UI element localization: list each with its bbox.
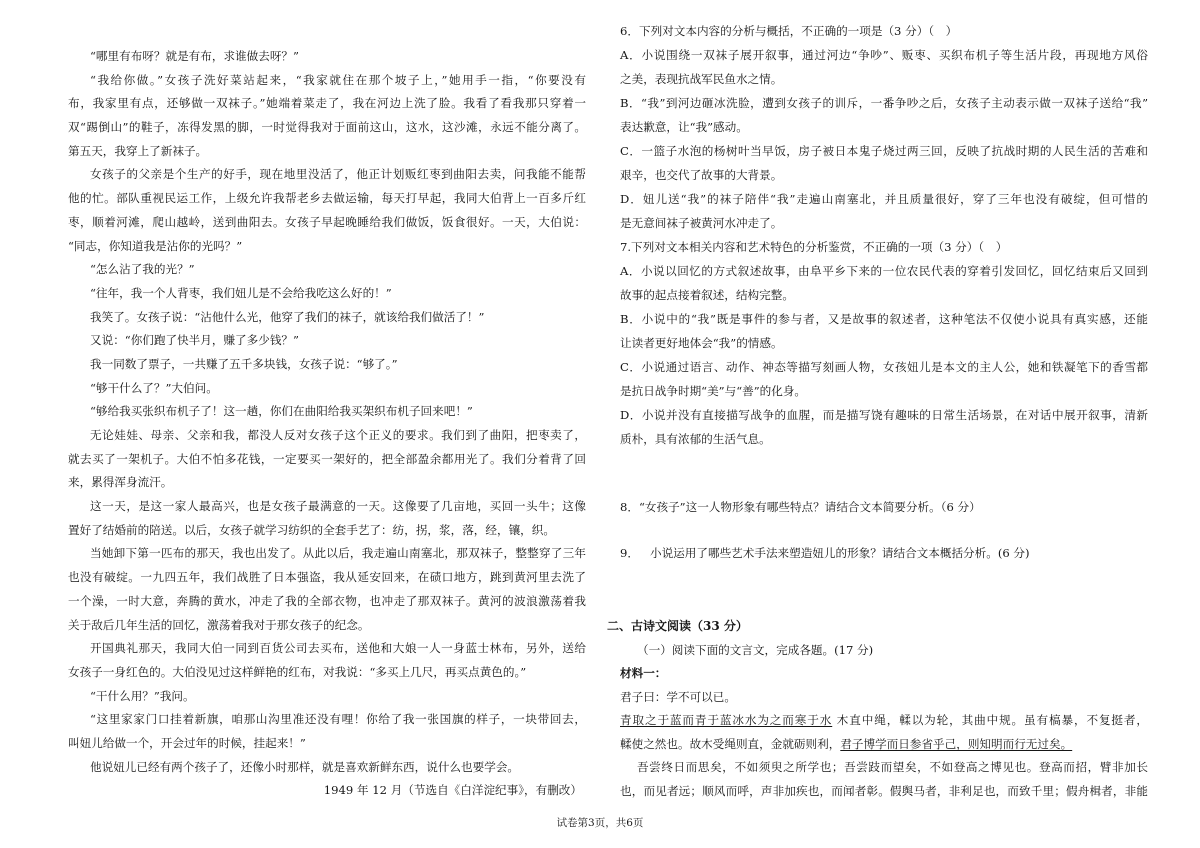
passage-paragraph — [68, 495, 586, 542]
section-heading: 二、古诗文阅读（33 分） — [607, 619, 748, 633]
passage-line: 女孩子的父亲是个生产的好手，现在地里没活了，他正计划贩红枣到曲阳去卖，问我能不能帮 — [90, 167, 586, 182]
passage-paragraph — [68, 708, 586, 755]
passage-line: 关于敌后几年生活的回忆，激荡着我对于那女孩子的纪念。 — [68, 617, 370, 632]
passage-line: 无论娃娃、母亲、父亲和我，都没人反对女孩子这个正义的要求。我们到了曲阳，把枣卖了， — [90, 428, 586, 442]
passage-column — [68, 45, 586, 803]
passage-line: 我笑了。女孩子说：“沾他什么光，他穿了我们的袜子，就该给我们做活了！” — [90, 309, 485, 324]
passage-paragraph — [68, 69, 586, 164]
option-7d — [620, 403, 1148, 451]
passage-line: 我一同数了票子，一共赚了五千多块钱，女孩子说：“够了。” — [90, 356, 398, 371]
option-line: 是无意间袜子被黄河水冲走了。 — [620, 216, 783, 230]
passage-paragraph — [68, 329, 586, 353]
option-line: B．小说中的“我”既是事件的参与者，又是故事的叙述者，这种笔法不仅使小说具有真实感，还能 — [620, 312, 1148, 326]
passage-line: 开国典礼那天，我同大伯一同到百货公司去买布，送他和大娘一人一身蓝士林布，另外，送给 — [90, 641, 586, 656]
passage-line: 这一天，是这一家人最高兴，也是女孩子最满意的一天。这像要了几亩地，买回一头牛；这像 — [90, 499, 586, 514]
multiple-choice-questions — [620, 19, 1148, 451]
option-line: A．小说以回忆的方式叙述故事，由阜平乡下来的一位农民代表的穿着引发回忆，回忆结束后又回到 — [620, 264, 1148, 278]
passage-line: 双“踢倒山”的鞋子，冻得发黑的脚，一时觉得我对于面前这山，这水，这沙滩，永远不能分离了。 — [68, 120, 586, 135]
material-line: 君子曰：学不可以已。 — [620, 689, 736, 704]
passage-paragraph — [68, 424, 586, 495]
option-6c — [620, 139, 1148, 187]
passage-paragraph — [68, 756, 586, 780]
material-line: 也，而见者远；顺风而呼，声非加疾也，而闻者彰。假舆马者，非利足也，而致千里；假舟楫者，非能 — [620, 783, 1148, 798]
option-line: D．小说并没有直接描写战争的血腥，而是描写饶有趣味的日常生活场景，在对话中展开叙事，清新 — [620, 408, 1148, 422]
passage-line: 女孩子一身红色的。大伯没见过这样鲜艳的红布，对我说：“多买上几尺，再买点黄色的。” — [68, 664, 527, 679]
passage-paragraph — [68, 45, 586, 69]
passage-paragraph — [68, 282, 586, 306]
question-stem-8: 8．“女孩子”这一人物形象有哪些特点？请结合文本简要分析。（6 分） — [620, 500, 981, 514]
option-line: A．小说围绕一双袜子展开叙事，通过河边“争吵”、贩枣、买织布机子等生活片段，再现地方风俗 — [620, 48, 1148, 62]
underlined-sentence: 青取之于蓝而青于蓝冰水为之而寒于水 — [620, 713, 833, 727]
question-stem-6: 6．下列对文本内容的分析与概括，不正确的一项是（3 分）（ ） — [620, 24, 958, 38]
option-6a — [620, 43, 1148, 91]
passage-line: “我给你做。”女孩子洗好菜站起来，“我家就住在那个坡子上，”她用手一指，“你要没有 — [90, 72, 586, 87]
option-line: 表达歉意，让“我”感动。 — [620, 120, 748, 134]
material-line — [607, 709, 1148, 733]
passage-line: “怎么沾了我的光？” — [90, 262, 195, 277]
page-number: 试卷第3页，共6页 — [556, 817, 644, 829]
option-line: 艰辛，也交代了故事的大背景。 — [620, 168, 783, 182]
passage-source: 1949 年 12 月（节选自《白洋淀纪事》，有删改） — [323, 783, 582, 798]
option-6d — [620, 187, 1148, 235]
passage-line: “这里家家门口挂着新旗，咱那山沟里准还没有哩！你给了我一张国旗的样子，一块带回去， — [90, 712, 586, 727]
passage-line: 当她卸下第一匹布的那天，我也出发了。从此以后，我走遍山南塞北，那双袜子，整整穿了三年 — [90, 546, 586, 561]
option-line: C．一篮子水泡的杨树叶当早饭，房子被日本鬼子烧过两三回，反映了抗战时期的人民生活的苦难和 — [620, 144, 1148, 158]
page-footer — [0, 814, 1200, 832]
question-9 — [620, 541, 1148, 565]
passage-line: “干什么用？”我问。 — [90, 688, 195, 703]
passage-paragraph — [68, 637, 586, 684]
material-label: 材料一： — [620, 666, 667, 680]
passage-line: 第五天，我穿上了新袜子。 — [68, 143, 208, 158]
classical-reading-section — [607, 615, 1148, 803]
option-line: 之美，表现抗战军民鱼水之情。 — [620, 72, 783, 86]
passage-paragraph — [68, 306, 586, 330]
passage-line: 一个澡，一时大意，奔腾的黄水，冲走了我的全部衣物，也冲走了那双袜子。黄河的波浪激荡着我 — [68, 593, 586, 608]
material-line — [607, 733, 1148, 757]
passage-line: 来，累得浑身流汗。 — [68, 475, 173, 490]
passage-line: 又说：“你们跑了快半月，赚了多少钱？” — [90, 333, 299, 348]
option-7b — [620, 307, 1148, 355]
passage-paragraph — [68, 163, 586, 258]
passage-paragraph — [68, 353, 586, 377]
question-8 — [620, 495, 1148, 519]
passage-paragraph — [68, 542, 586, 637]
passage-line: 他的忙。部队重视民运工作，上级允许我帮老乡去做运输，每天打早起，我同大伯背上一百多斤红 — [68, 191, 586, 206]
question-stem-9 — [620, 541, 1148, 565]
section-subheading: （一）阅读下面的文言文，完成各题。(17 分) — [637, 642, 874, 657]
underlined-sentence: 君子博学而日参省乎己，则知明而行无过矣。 — [840, 736, 1073, 751]
passage-paragraph — [68, 258, 586, 282]
material-text: 木直中绳，輮以为轮，其曲中规。虽有槁暴，不复挺者， — [832, 713, 1148, 727]
material-text: 輮使之然也。故木受绳则直，金就砺则利， — [620, 736, 841, 751]
passage-line: “同志，你知道我是沾你的光吗？” — [68, 238, 243, 253]
question-text: 小说运用了哪些艺术手法来塑造妞儿的形象？请结合文本概括分析。(6 分) — [650, 546, 1030, 560]
passage-line: 枣，顺着河滩，爬山越岭，送到曲阳去。女孩子早起晚睡给我们做饭，饭食很好。一天，大伯说： — [68, 214, 586, 229]
passage-line: 就去买了一架机子。大伯不怕多花钱，一定要买一架好的，把全部盈余都用光了。我们分着背了回 — [68, 451, 586, 466]
passage-line: “够给我买张织布机子了！这一趟，你们在曲阳给我买架织布机子回来吧！” — [90, 404, 473, 419]
passage-line: 布，我家里有点，还够做一双袜子。”她端着菜走了，我在河边上洗了脸。我看了看我那只穿着一 — [68, 96, 586, 111]
option-line: D．妞儿送“我”的袜子陪伴“我”走遍山南塞北，并且质量很好，穿了三年也没有破绽，但可惜的 — [620, 192, 1148, 206]
option-line: 故事的起点接着叙述，结构完整。 — [620, 288, 794, 302]
passage-line: 也没有破绽。一九四五年，我们战胜了日本强盗，我从延安回来，在碛口地方，跳到黄河里去洗了 — [68, 570, 586, 585]
question-number: 9． — [620, 546, 639, 560]
option-7a — [620, 259, 1148, 307]
option-line: C．小说通过语言、动作、神态等描写刻画人物，女孩妞儿是本文的主人公，她和铁凝笔下的香雪都 — [620, 360, 1148, 374]
option-line: 质朴，具有浓郁的生活气息。 — [620, 432, 771, 446]
passage-line: “哪里有布呀？就是有布，求谁做去呀？” — [90, 49, 299, 63]
passage-line: 他说妞儿已经有两个孩子了，还像小时那样，就是喜欢新鲜东西，说什么也要学会。 — [90, 759, 519, 774]
passage-paragraph — [68, 685, 586, 709]
option-line: B．“我”到河边砸冰洗脸，遭到女孩子的训斥，一番争吵之后，女孩子主动表示做一双袜子送给“我” — [620, 96, 1148, 110]
question-stem-7: 7.下列对文本相关内容和艺术特色的分析鉴赏，不正确的一项（3 分）（ ） — [620, 240, 1008, 254]
option-line: 是抗日战争时期“美”与“善”的化身。 — [620, 384, 807, 398]
option-6b — [620, 91, 1148, 139]
passage-line: “够干什么了？”大伯问。 — [90, 380, 218, 395]
passage-line: 置好了结婚前的陪送。以后，女孩子就学习纺织的全套手艺了：纺，拐，浆，落，经，镶，织。 — [68, 522, 555, 537]
passage-line: 叫妞儿给做一个，开会过年的时候，挂起来！” — [68, 735, 306, 750]
option-line: 让读者更好地体会“我”的情感。 — [620, 336, 783, 350]
passage-line: “往年，我一个人背枣，我们妞儿是不会给我吃这么好的！” — [90, 285, 392, 300]
passage-paragraph — [68, 377, 586, 401]
passage-paragraph — [68, 400, 586, 424]
material-line: 吾尝终日而思矣，不如须臾之所学也；吾尝跂而望矣，不如登高之博见也。登高而招，臂非加长 — [637, 760, 1148, 774]
option-7c — [620, 355, 1148, 403]
